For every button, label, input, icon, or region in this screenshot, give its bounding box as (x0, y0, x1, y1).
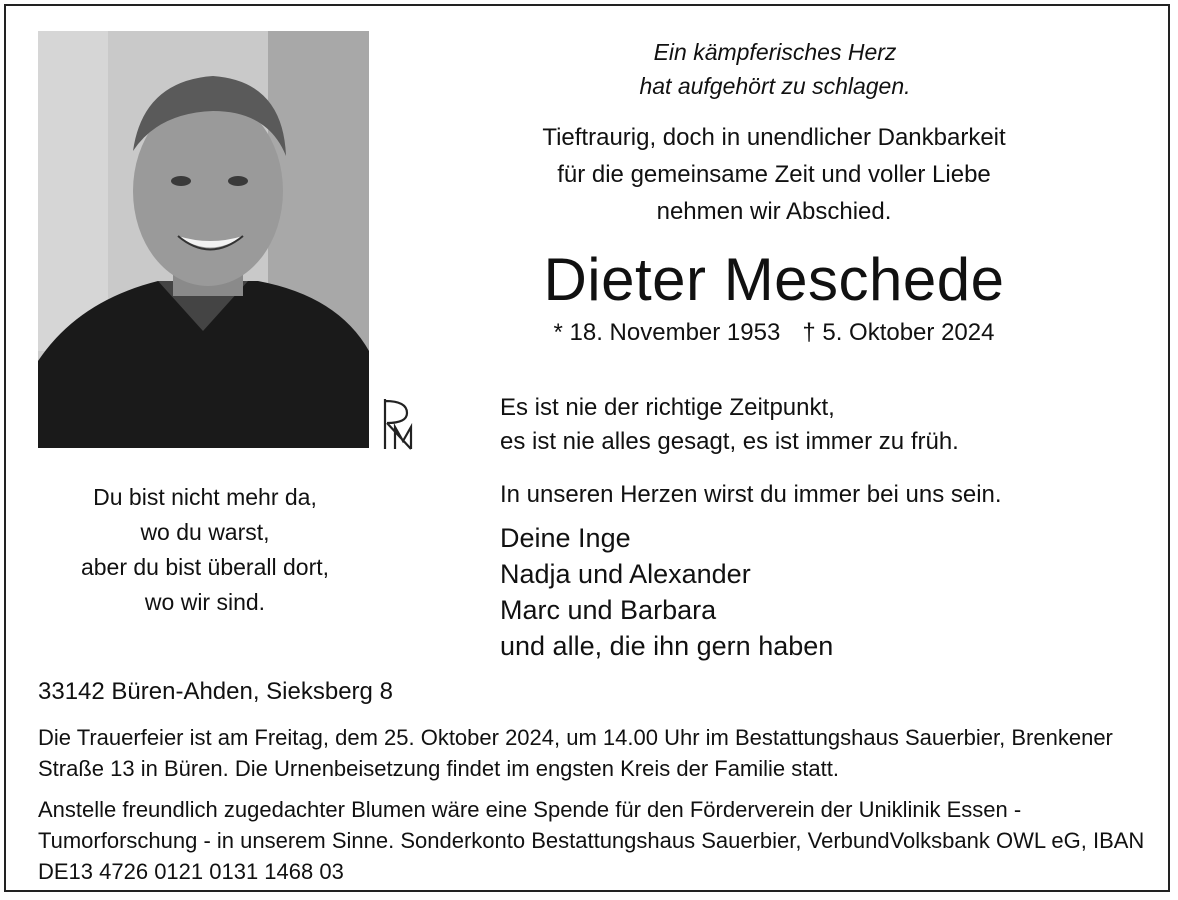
intro-text (500, 119, 1048, 230)
family-line: und alle, die ihn gern haben (500, 631, 834, 661)
birth-date: * 18. November 1953 (553, 319, 781, 346)
intro-line: für die gemeinsame Zeit und voller Liebe (557, 161, 991, 188)
family-line: Marc und Barbara (500, 595, 717, 625)
left-quote (40, 480, 370, 620)
left-quote-line: wo wir sind. (144, 589, 266, 615)
verse (500, 391, 1100, 459)
family-line: Deine Inge (500, 523, 631, 553)
verse-line: es ist nie alles gesagt, es ist immer zu früh. (500, 428, 959, 455)
life-dates (500, 316, 1048, 350)
address: 33142 Büren-Ahden, Sieksberg 8 (38, 678, 393, 705)
donation-paragraph: Anstelle freundlich zugedachter Blumen wäre eine Spende für den Förderverein der Uniklinik Essen - Tumorforschung - in unserem Sinne. Sonderkonto Bestattungshaus Sauerbier, VerbundVolksbank OWL eG, IBAN DE13 4726 0121 0131 1468 03 (38, 797, 1145, 884)
left-quote-line: wo du warst, (140, 519, 270, 545)
verse-line: Es ist nie der richtige Zeitpunkt, (500, 394, 835, 421)
artist-monogram-icon (381, 397, 415, 451)
left-quote-line: Du bist nicht mehr da, (93, 484, 317, 510)
intro-line: Tieftraurig, doch in unendlicher Dankbarkeit (542, 124, 1006, 151)
family-signatures (500, 520, 1000, 664)
left-quote-line: aber du bist überall dort, (80, 554, 330, 580)
portrait-photo (38, 31, 369, 448)
deceased-name: Dieter Meschede (543, 246, 1005, 313)
top-quote-line: hat aufgehört zu schlagen. (639, 73, 911, 99)
funeral-info (38, 722, 1148, 887)
top-quote-line: Ein kämpferisches Herz (653, 39, 897, 65)
top-quote (540, 35, 1010, 103)
ceremony-paragraph: Die Trauerfeier ist am Freitag, dem 25. Oktober 2024, um 14.00 Uhr im Bestattungshaus Sauerbier, Brenkener Straße 13 in Büren. Die Urnenbeisetzung findet im engsten Kreis der Familie statt. (38, 725, 1113, 781)
family-line: Nadja und Alexander (500, 559, 751, 589)
hearts-line: In unseren Herzen wirst du immer bei uns sein. (500, 481, 1002, 508)
intro-line: nehmen wir Abschied. (656, 198, 892, 225)
death-date: † 5. Oktober 2024 (802, 319, 995, 346)
